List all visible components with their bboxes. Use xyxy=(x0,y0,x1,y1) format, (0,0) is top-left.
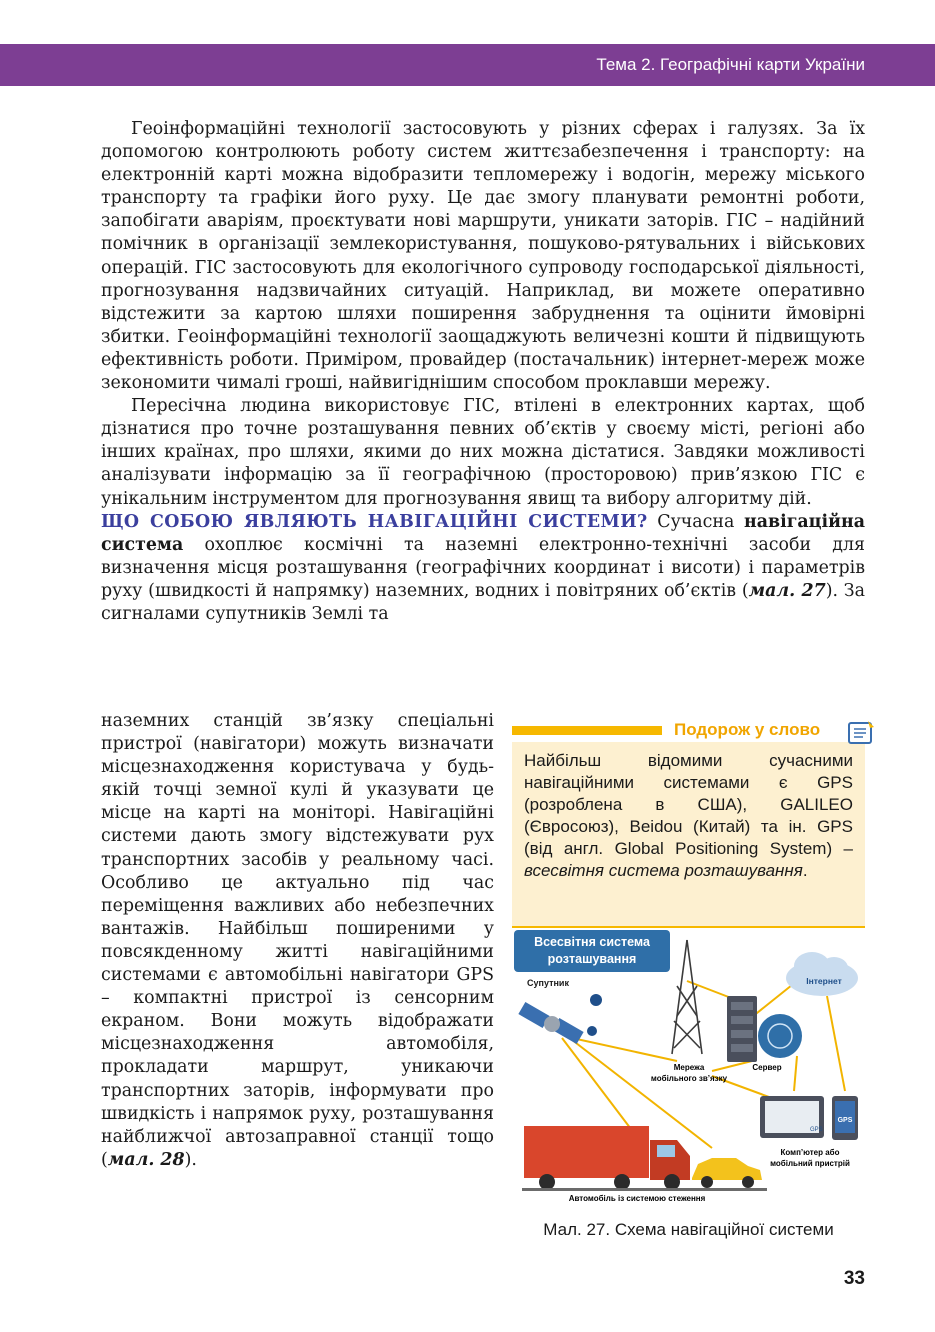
cell-tower-icon xyxy=(672,940,702,1054)
diagram-title-line1: Всесвітня система xyxy=(534,935,650,949)
box-text-c: . xyxy=(802,861,808,880)
page-number: 33 xyxy=(843,1268,865,1289)
section-heading: ЩО СОБОЮ ЯВЛЯЮТЬ НАВІГАЦІЙНІ СИСТЕМИ? xyxy=(101,511,648,532)
server-label: Сервер xyxy=(752,1063,782,1072)
figure-ref-27: мал. 27 xyxy=(748,580,826,601)
star-icon xyxy=(590,994,602,1006)
device-label-line2: мобільний пристрій xyxy=(770,1159,850,1168)
p4-text-a: наземних станцій зв’язку спеціальні пристрої (навігатори) можуть визначати місцезнаходження користувача у будь-якій точці земної кулі й указувати це місце на карті на моніторі. Навігаційні системи дають змогу відстежувати рух транспортних засобів у реальному часі. Особливо це актуально під час переміщення важливих або небезпечних вантажів. Найбільш поширеними у повсякденному житті навігаційними системами є автомобільні навігатори GPS – компактні пристрої із сенсорним екраном. Вони можуть відображати місцезнаходження автомобіля, прокладати маршрут, уникаючи транспортних заторів, інформувати про швидкість і напрямок руху, розташування найближчої автозаправної станції тощо ( xyxy=(101,711,494,1170)
book-icon xyxy=(846,718,876,748)
p4-text-b: ). xyxy=(184,1149,197,1170)
device-label-line1: Комп’ютер або xyxy=(780,1148,840,1157)
tower-label-line1: Мережа xyxy=(673,1063,705,1072)
star-icon xyxy=(587,1026,597,1036)
main-text xyxy=(101,118,865,626)
chapter-title: Тема 2. Географічні карти України xyxy=(596,55,865,74)
satellite-label: Супутник xyxy=(527,978,569,988)
tower-label-line2: мобільного зв’язку xyxy=(650,1074,728,1083)
device-gps-small: GPS xyxy=(810,1127,823,1133)
truck-icon xyxy=(524,1126,690,1190)
term-nav-system: навігаційна система xyxy=(101,511,865,555)
box-title-bar xyxy=(512,726,662,735)
paragraph-3 xyxy=(101,511,865,626)
figure-caption: Мал. 27. Схема навігаційної системи xyxy=(543,1220,834,1239)
diagram-title-line2: розташування xyxy=(547,952,637,966)
cloud-icon xyxy=(786,952,858,996)
road-line xyxy=(522,1188,767,1191)
internet-label: Інтернет xyxy=(806,976,842,986)
left-column-text xyxy=(101,710,494,1172)
p3-text-d: ). За сигналами супутників Землі та xyxy=(101,580,865,624)
box-term: всесвітня система розташування xyxy=(524,861,803,880)
paragraph-2: Пересічна людина використовує ГІС, втілені в електронних картах, щоб дізнатися про точне розташування певних об’єктів у своєму місті, регіоні або інших країнах, про шляхи, якими до них можна дістатися. Завдяки можливості аналізувати інформацію за її географічною (просторовою) прив’язкою ГІС є унікальним інструментом для прогнозування явищ та вибору алгоритму дій. xyxy=(101,396,865,509)
mobile-gps-text: GPS xyxy=(837,1117,853,1124)
chapter-header xyxy=(0,44,935,86)
computer-device-icon xyxy=(760,1096,858,1140)
figure-ref-28: мал. 28 xyxy=(107,1149,185,1170)
car-icon xyxy=(692,1158,762,1188)
p3-text-a: Сучасна xyxy=(647,511,745,532)
car-label: Автомобіль із системою стеження xyxy=(568,1194,706,1203)
paragraph-1: Геоінформаційні технології застосовують у різних сферах і галузях. За їх допомогою контролюють роботу систем життєзабезпечення і транспорту: на електронній карті можна відобразити тепломережу і водогін, мережу міського транспорту та графіки його руху. Це дає змогу планувати ремонтні роботи, запобігати аваріям, проєктувати нові маршрути, уникати заторів. ГІС – надійний помічник в організації землекористування, пошуково-рятувальних і військових операцій. ГІС застосовують для екологічного супроводу господарської діяльності, прогнозування надзвичайних ситуацій. Наприклад, ви можете оперативно відстежити за картою шляхи поширення забруднення та оцінити ймовірні збитки. Геоінформаційні технології заощаджують величезні кошти й підвищують ефективність роботи. Приміром, провайдер (постачальник) інтернет-мереж може зекономити чималі гроші, найвигіднішим способом проклавши мережу. xyxy=(101,119,865,394)
p3-text-c: охоплює космічні та наземні електронно-технічні засоби для визначення місця розташування (географічних координат і висоти) і параметрів руху (швидкості й напрямку) наземних, водних і повітряних об’єктів ( xyxy=(101,534,865,601)
paragraph-4 xyxy=(101,710,494,1172)
box-text xyxy=(524,750,853,882)
box-title: Подорож у слово xyxy=(674,720,821,739)
satellite-icon xyxy=(518,1002,583,1044)
box-text-a: Найбільш відомими сучасними навігаційними системами є GPS (розроблена в США), GALILEO (Євросоюз), Beidou (Китай) та ін. GPS (від англ. Global Positioning System) – xyxy=(524,751,853,858)
navigation-system-diagram xyxy=(512,926,865,1203)
